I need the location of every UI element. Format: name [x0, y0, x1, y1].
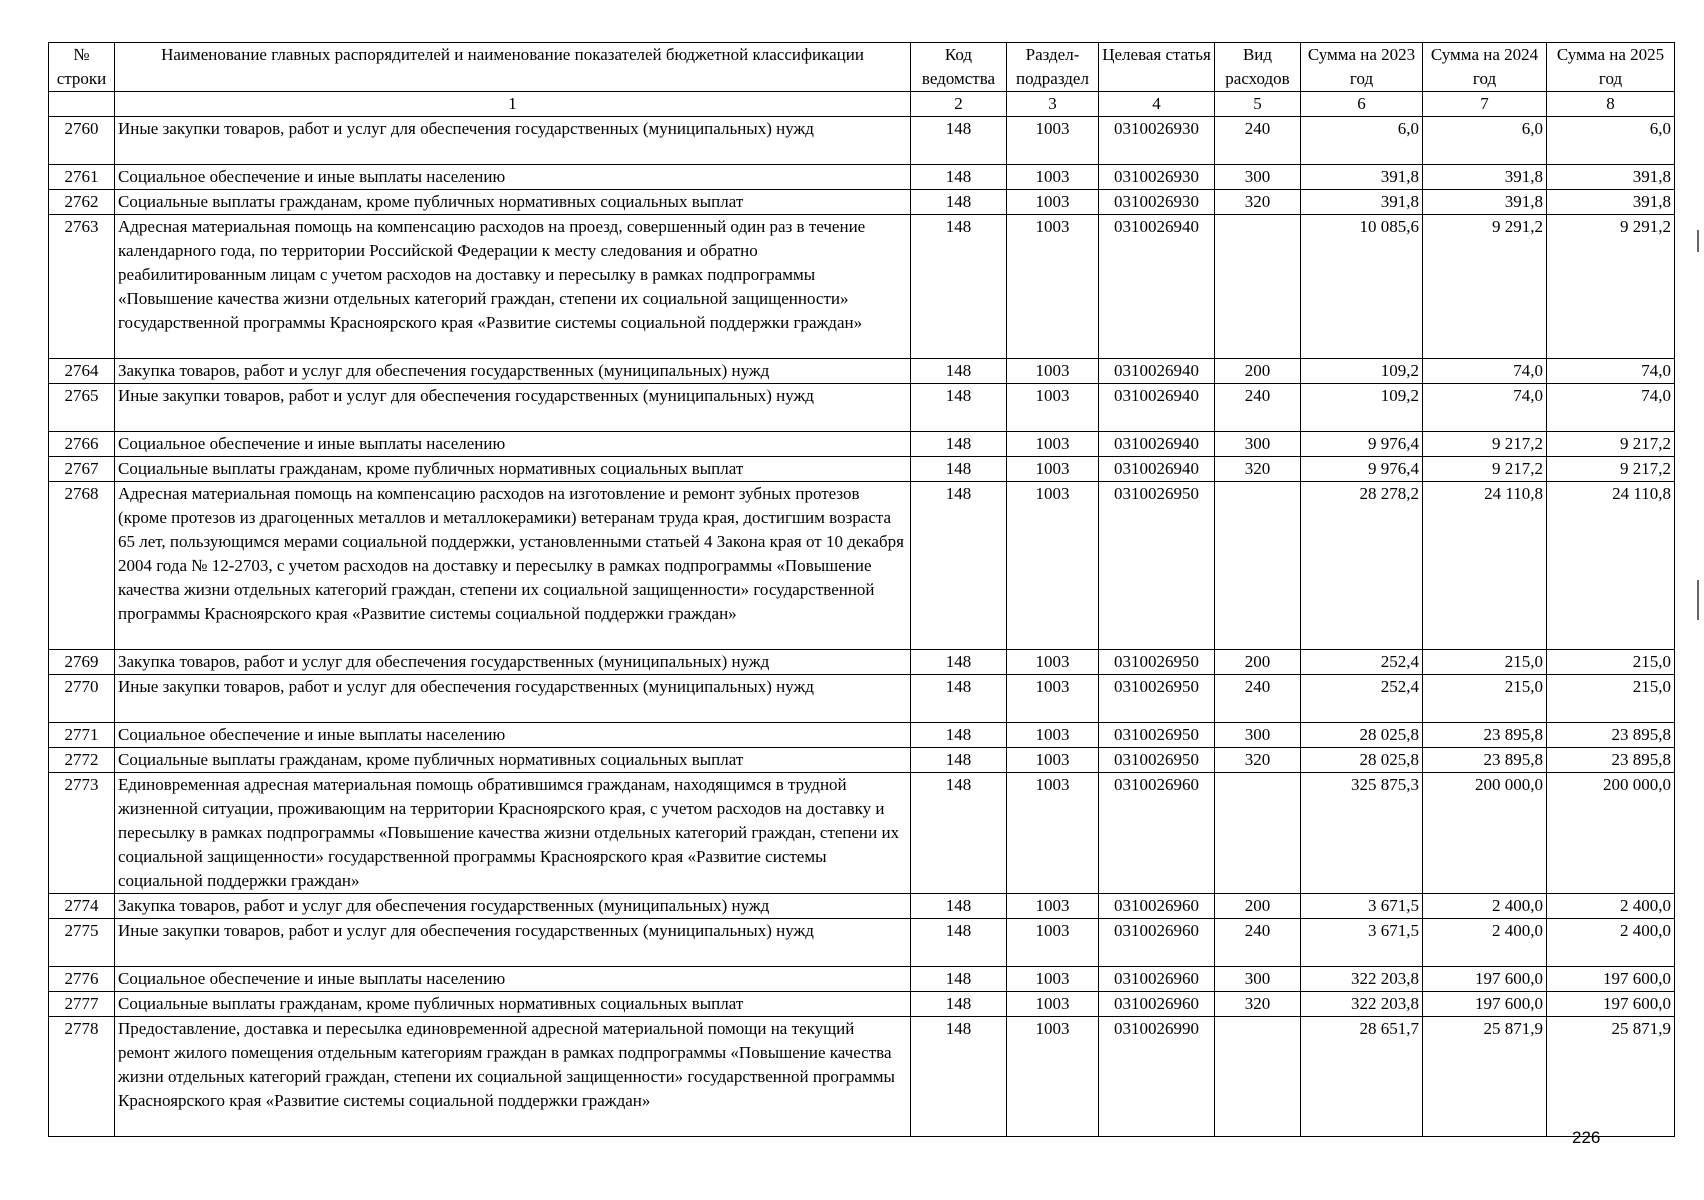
row-number: 2776 [49, 967, 115, 992]
row-name: Социальные выплаты гражданам, кроме публичных нормативных социальных выплат [115, 457, 911, 482]
sum-2024: 74,0 [1423, 384, 1547, 432]
row-number: 2767 [49, 457, 115, 482]
table-row [49, 675, 1675, 723]
sum-2024: 391,8 [1423, 190, 1547, 215]
sum-2023: 322 203,8 [1301, 992, 1423, 1017]
dept-code: 148 [911, 215, 1007, 359]
sum-2025: 2 400,0 [1547, 919, 1675, 967]
sum-2025: 200 000,0 [1547, 773, 1675, 894]
dept-code: 148 [911, 919, 1007, 967]
section-code: 1003 [1007, 748, 1099, 773]
section-code: 1003 [1007, 675, 1099, 723]
sum-2024: 9 217,2 [1423, 432, 1547, 457]
row-number: 2764 [49, 359, 115, 384]
row-name: Иные закупки товаров, работ и услуг для обеспечения государственных (муниципальных) нужд [115, 384, 911, 432]
expense-kind: 320 [1215, 992, 1301, 1017]
target-article: 0310026950 [1099, 723, 1215, 748]
target-article: 0310026940 [1099, 432, 1215, 457]
expense-kind: 300 [1215, 432, 1301, 457]
sum-2023: 6,0 [1301, 117, 1423, 165]
row-name: Социальное обеспечение и иные выплаты населению [115, 432, 911, 457]
header-expense-kind: Вид расходов [1215, 43, 1301, 92]
column-number: 7 [1423, 92, 1547, 117]
sum-2024: 200 000,0 [1423, 773, 1547, 894]
row-name: Социальные выплаты гражданам, кроме публичных нормативных социальных выплат [115, 992, 911, 1017]
row-name: Закупка товаров, работ и услуг для обеспечения государственных (муниципальных) нужд [115, 359, 911, 384]
section-code: 1003 [1007, 894, 1099, 919]
expense-kind [1215, 482, 1301, 650]
row-name: Социальное обеспечение и иные выплаты населению [115, 967, 911, 992]
header-row-number: № строки [49, 43, 115, 92]
row-number: 2760 [49, 117, 115, 165]
table-row [49, 190, 1675, 215]
sum-2024: 74,0 [1423, 359, 1547, 384]
column-number: 6 [1301, 92, 1423, 117]
dept-code: 148 [911, 894, 1007, 919]
row-number: 2766 [49, 432, 115, 457]
sum-2023: 109,2 [1301, 384, 1423, 432]
sum-2025: 23 895,8 [1547, 748, 1675, 773]
expense-kind: 300 [1215, 165, 1301, 190]
target-article: 0310026950 [1099, 650, 1215, 675]
section-code: 1003 [1007, 432, 1099, 457]
sum-2023: 3 671,5 [1301, 894, 1423, 919]
dept-code: 148 [911, 748, 1007, 773]
row-number: 2768 [49, 482, 115, 650]
header-name: Наименование главных распорядителей и наименование показателей бюджетной классификации [115, 43, 911, 92]
table-body [49, 117, 1675, 1137]
target-article: 0310026960 [1099, 992, 1215, 1017]
sum-2025: 391,8 [1547, 190, 1675, 215]
header-sum-2023: Сумма на 2023 год [1301, 43, 1423, 92]
expense-kind: 320 [1215, 190, 1301, 215]
table-row [49, 482, 1675, 650]
table-row [49, 1017, 1675, 1137]
expense-kind: 300 [1215, 723, 1301, 748]
sum-2024: 391,8 [1423, 165, 1547, 190]
sum-2025: 25 871,9 [1547, 1017, 1675, 1137]
row-name: Единовременная адресная материальная помощь обратившимся гражданам, находящимся в трудной жизненной ситуации, проживающим на территории Красноярского края, с учетом расходов на доставку и пересылку в рамках подпрограммы «Повышение качества жизни отдельных категорий граждан, степени их социальной защищенности» государственной программы Красноярского края «Развитие системы социальной поддержки граждан» [115, 773, 911, 894]
dept-code: 148 [911, 117, 1007, 165]
section-code: 1003 [1007, 384, 1099, 432]
sum-2023: 9 976,4 [1301, 432, 1423, 457]
dept-code: 148 [911, 967, 1007, 992]
target-article: 0310026960 [1099, 894, 1215, 919]
table-row [49, 992, 1675, 1017]
table-row [49, 359, 1675, 384]
target-article: 0310026990 [1099, 1017, 1215, 1137]
column-number: 2 [911, 92, 1007, 117]
sum-2024: 23 895,8 [1423, 723, 1547, 748]
dept-code: 148 [911, 650, 1007, 675]
sum-2023: 28 651,7 [1301, 1017, 1423, 1137]
sum-2025: 197 600,0 [1547, 992, 1675, 1017]
table-row [49, 384, 1675, 432]
table-row [49, 432, 1675, 457]
column-number-row [49, 92, 1675, 117]
expense-kind: 200 [1215, 894, 1301, 919]
sum-2025: 9 291,2 [1547, 215, 1675, 359]
expense-kind [1215, 773, 1301, 894]
target-article: 0310026960 [1099, 967, 1215, 992]
dept-code: 148 [911, 992, 1007, 1017]
header-sum-2025: Сумма на 2025 год [1547, 43, 1675, 92]
sum-2025: 215,0 [1547, 675, 1675, 723]
column-number: 1 [115, 92, 911, 117]
sum-2025: 6,0 [1547, 117, 1675, 165]
sum-2024: 215,0 [1423, 675, 1547, 723]
header-dept-code: Код ведомства [911, 43, 1007, 92]
dept-code: 148 [911, 165, 1007, 190]
target-article: 0310026940 [1099, 457, 1215, 482]
sum-2024: 25 871,9 [1423, 1017, 1547, 1137]
column-number [49, 92, 115, 117]
table-row [49, 650, 1675, 675]
sum-2025: 2 400,0 [1547, 894, 1675, 919]
target-article: 0310026930 [1099, 165, 1215, 190]
dept-code: 148 [911, 675, 1007, 723]
sum-2024: 24 110,8 [1423, 482, 1547, 650]
expense-kind: 200 [1215, 359, 1301, 384]
dept-code: 148 [911, 1017, 1007, 1137]
section-code: 1003 [1007, 967, 1099, 992]
row-number: 2772 [49, 748, 115, 773]
expense-kind [1215, 215, 1301, 359]
sum-2023: 28 025,8 [1301, 723, 1423, 748]
row-number: 2778 [49, 1017, 115, 1137]
row-name: Социальные выплаты гражданам, кроме публичных нормативных социальных выплат [115, 190, 911, 215]
column-number: 4 [1099, 92, 1215, 117]
sum-2025: 74,0 [1547, 384, 1675, 432]
row-number: 2761 [49, 165, 115, 190]
target-article: 0310026930 [1099, 117, 1215, 165]
target-article: 0310026940 [1099, 384, 1215, 432]
scan-edge-mark [1697, 580, 1699, 620]
sum-2024: 197 600,0 [1423, 967, 1547, 992]
sum-2024: 6,0 [1423, 117, 1547, 165]
row-name: Иные закупки товаров, работ и услуг для обеспечения государственных (муниципальных) нужд [115, 675, 911, 723]
table-row [49, 215, 1675, 359]
dept-code: 148 [911, 190, 1007, 215]
sum-2025: 391,8 [1547, 165, 1675, 190]
sum-2024: 215,0 [1423, 650, 1547, 675]
row-name: Иные закупки товаров, работ и услуг для обеспечения государственных (муниципальных) нужд [115, 919, 911, 967]
sum-2023: 322 203,8 [1301, 967, 1423, 992]
sum-2025: 197 600,0 [1547, 967, 1675, 992]
section-code: 1003 [1007, 117, 1099, 165]
header-target-article: Целевая статья [1099, 43, 1215, 92]
section-code: 1003 [1007, 919, 1099, 967]
sum-2024: 9 291,2 [1423, 215, 1547, 359]
expense-kind: 240 [1215, 675, 1301, 723]
table-row [49, 773, 1675, 894]
expense-kind: 240 [1215, 384, 1301, 432]
sum-2023: 252,4 [1301, 650, 1423, 675]
row-number: 2771 [49, 723, 115, 748]
sum-2025: 9 217,2 [1547, 457, 1675, 482]
column-number: 5 [1215, 92, 1301, 117]
scan-edge-mark [1697, 230, 1699, 252]
sum-2023: 28 025,8 [1301, 748, 1423, 773]
sum-2025: 215,0 [1547, 650, 1675, 675]
section-code: 1003 [1007, 773, 1099, 894]
row-name: Социальное обеспечение и иные выплаты населению [115, 165, 911, 190]
dept-code: 148 [911, 359, 1007, 384]
dept-code: 148 [911, 773, 1007, 894]
expense-kind: 320 [1215, 457, 1301, 482]
table-row [49, 967, 1675, 992]
sum-2025: 24 110,8 [1547, 482, 1675, 650]
column-number: 8 [1547, 92, 1675, 117]
target-article: 0310026940 [1099, 215, 1215, 359]
section-code: 1003 [1007, 190, 1099, 215]
row-name: Адресная материальная помощь на компенсацию расходов на изготовление и ремонт зубных протезов (кроме протезов из драгоценных металлов и металлокерамики) ветеранам труда края, достигшим возраста 65 лет, пользующимся мерами социальной поддержки, установленными статьей 4 Закона края от 10 декабря 2004 года № 12-2703, с учетом расходов на доставку и пересылку в рамках подпрограммы «Повышение качества жизни отдельных категорий граждан, степени их социальной защищенности» государственной программы Красноярского края «Развитие системы социальной поддержки граждан» [115, 482, 911, 650]
header-sum-2024: Сумма на 2024 год [1423, 43, 1547, 92]
row-number: 2775 [49, 919, 115, 967]
sum-2023: 391,8 [1301, 165, 1423, 190]
sum-2024: 197 600,0 [1423, 992, 1547, 1017]
row-number: 2770 [49, 675, 115, 723]
expense-kind: 240 [1215, 919, 1301, 967]
table-row [49, 457, 1675, 482]
section-code: 1003 [1007, 165, 1099, 190]
sum-2023: 28 278,2 [1301, 482, 1423, 650]
expense-kind: 240 [1215, 117, 1301, 165]
sum-2023: 9 976,4 [1301, 457, 1423, 482]
section-code: 1003 [1007, 1017, 1099, 1137]
header-row [49, 43, 1675, 92]
sum-2023: 10 085,6 [1301, 215, 1423, 359]
section-code: 1003 [1007, 650, 1099, 675]
row-number: 2763 [49, 215, 115, 359]
sum-2025: 74,0 [1547, 359, 1675, 384]
target-article: 0310026960 [1099, 773, 1215, 894]
sum-2023: 3 671,5 [1301, 919, 1423, 967]
target-article: 0310026950 [1099, 482, 1215, 650]
target-article: 0310026940 [1099, 359, 1215, 384]
row-name: Предоставление, доставка и пересылка единовременной адресной материальной помощи на текущий ремонт жилого помещения отдельным категориям граждан в рамках подпрограммы «Повышение качества жизни отдельных категорий граждан, степени их социальной защищенности» государственной программы Красноярского края «Развитие системы социальной поддержки граждан» [115, 1017, 911, 1137]
section-code: 1003 [1007, 482, 1099, 650]
row-name: Иные закупки товаров, работ и услуг для обеспечения государственных (муниципальных) нужд [115, 117, 911, 165]
table-row [49, 723, 1675, 748]
table-row [49, 117, 1675, 165]
target-article: 0310026950 [1099, 675, 1215, 723]
expense-kind: 200 [1215, 650, 1301, 675]
sum-2023: 109,2 [1301, 359, 1423, 384]
sum-2025: 23 895,8 [1547, 723, 1675, 748]
sum-2023: 325 875,3 [1301, 773, 1423, 894]
row-name: Адресная материальная помощь на компенсацию расходов на проезд, совершенный один раз в течение календарного года, по территории Российской Федерации к месту следования и обратно реабилитированным лицам с учетом расходов на доставку и пересылку в рамках подпрограммы «Повышение качества жизни отдельных категорий граждан, степени их социальной защищенности» государственной программы Красноярского края «Развитие системы социальной поддержки граждан» [115, 215, 911, 359]
row-number: 2773 [49, 773, 115, 894]
dept-code: 148 [911, 432, 1007, 457]
row-name: Закупка товаров, работ и услуг для обеспечения государственных (муниципальных) нужд [115, 650, 911, 675]
sum-2024: 2 400,0 [1423, 919, 1547, 967]
expense-kind [1215, 1017, 1301, 1137]
page-number: 226 [1572, 1128, 1601, 1147]
sum-2024: 9 217,2 [1423, 457, 1547, 482]
table-row [49, 919, 1675, 967]
budget-table [48, 42, 1675, 1137]
sum-2025: 9 217,2 [1547, 432, 1675, 457]
sum-2023: 391,8 [1301, 190, 1423, 215]
expense-kind: 320 [1215, 748, 1301, 773]
row-number: 2777 [49, 992, 115, 1017]
sum-2023: 252,4 [1301, 675, 1423, 723]
row-number: 2769 [49, 650, 115, 675]
dept-code: 148 [911, 384, 1007, 432]
section-code: 1003 [1007, 992, 1099, 1017]
section-code: 1003 [1007, 359, 1099, 384]
table-row [49, 894, 1675, 919]
table-row [49, 748, 1675, 773]
target-article: 0310026950 [1099, 748, 1215, 773]
row-number: 2762 [49, 190, 115, 215]
target-article: 0310026930 [1099, 190, 1215, 215]
dept-code: 148 [911, 482, 1007, 650]
sum-2024: 2 400,0 [1423, 894, 1547, 919]
header-section: Раздел-подраздел [1007, 43, 1099, 92]
row-number: 2765 [49, 384, 115, 432]
section-code: 1003 [1007, 457, 1099, 482]
section-code: 1003 [1007, 215, 1099, 359]
sum-2024: 23 895,8 [1423, 748, 1547, 773]
row-name: Социальные выплаты гражданам, кроме публичных нормативных социальных выплат [115, 748, 911, 773]
dept-code: 148 [911, 723, 1007, 748]
section-code: 1003 [1007, 723, 1099, 748]
column-number: 3 [1007, 92, 1099, 117]
dept-code: 148 [911, 457, 1007, 482]
row-name: Социальное обеспечение и иные выплаты населению [115, 723, 911, 748]
target-article: 0310026960 [1099, 919, 1215, 967]
row-number: 2774 [49, 894, 115, 919]
row-name: Закупка товаров, работ и услуг для обеспечения государственных (муниципальных) нужд [115, 894, 911, 919]
expense-kind: 300 [1215, 967, 1301, 992]
table-row [49, 165, 1675, 190]
